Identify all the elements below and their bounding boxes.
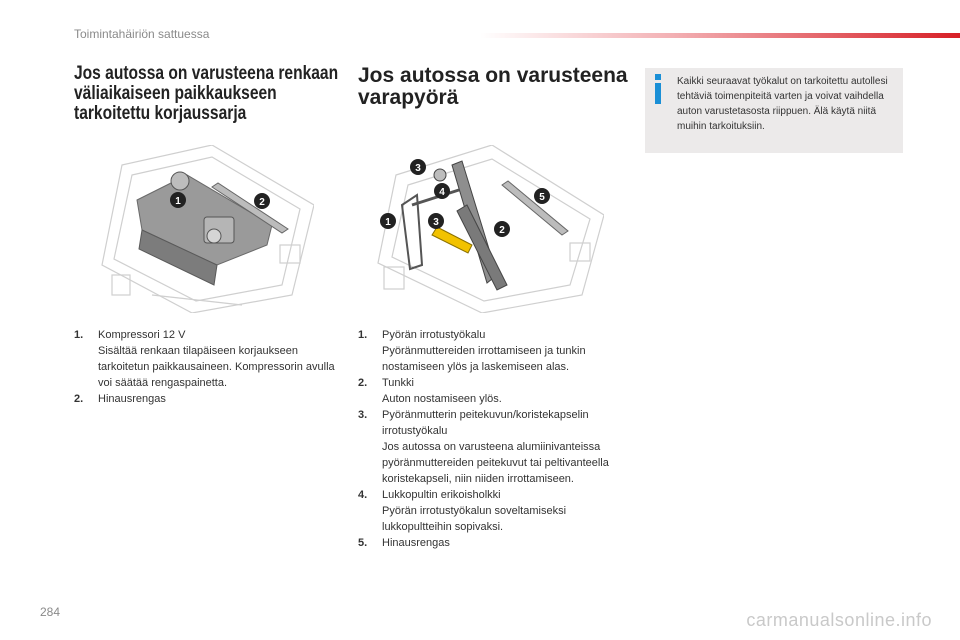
svg-text:2: 2	[259, 197, 265, 208]
header-accent-bar	[480, 33, 960, 38]
callout-1	[380, 213, 396, 229]
item-title: Lukkopultin erikoisholkki	[382, 489, 501, 501]
list-item	[358, 407, 628, 487]
callout-3-bottom	[428, 213, 444, 229]
item-title: Tunkki	[382, 377, 414, 389]
list-item	[358, 375, 628, 407]
repair-kit-list	[74, 327, 344, 407]
item-number: 2.	[74, 393, 84, 405]
callout-2	[494, 221, 510, 237]
item-number: 2.	[358, 377, 368, 389]
item-number: 4.	[358, 489, 368, 501]
item-title: Hinausrengas	[98, 393, 166, 405]
svg-text:3: 3	[433, 217, 439, 228]
callout-5	[534, 188, 550, 204]
item-number: 1.	[74, 329, 84, 341]
item-title: Pyörän irrotustyökalu	[382, 329, 486, 341]
list-item	[74, 391, 344, 407]
info-icon	[653, 74, 663, 104]
callout-3-top	[410, 159, 426, 175]
list-item	[358, 487, 628, 535]
callout-1	[170, 192, 186, 208]
page-number: 284	[40, 605, 61, 619]
item-description: Pyöränmuttereiden irrottamiseen ja tunkin nostamiseen ylös ja laskemiseen alas.	[382, 345, 586, 373]
svg-text:4: 4	[439, 187, 445, 198]
item-title: Hinausrengas	[382, 537, 450, 549]
repair-kit-illustration	[92, 145, 314, 313]
item-number: 3.	[358, 409, 368, 421]
item-description: Pyörän irrotustyökalun soveltamiseksi lukkopultteihin sopivaksi.	[382, 505, 567, 533]
section-title-repair-kit: Jos autossa on varusteena renkaan väliaikaiseen paikkaukseen tarkoitettu korjaussarja	[74, 63, 339, 124]
callout-4	[434, 183, 450, 199]
item-title: Kompressori 12 V	[98, 329, 186, 341]
item-title: Pyöränmutterin peitekuvun/koristekapselin irrotustyökalu	[382, 409, 589, 437]
callout-2	[254, 193, 270, 209]
list-item	[358, 327, 628, 375]
list-item	[358, 535, 628, 551]
spare-wheel-tools-illustration	[372, 145, 604, 313]
chapter-title: Toimintahäiriön sattuessa	[74, 27, 210, 41]
svg-text:1: 1	[385, 217, 391, 228]
item-description: Auton nostamiseen ylös.	[382, 393, 502, 405]
info-text: Kaikki seuraavat työkalut on tarkoitettu autollesi tehtäviä toimenpiteitä varten ja voivat vaihdella auton varustetasosta riippuen. Älä käytä niitä muihin tarkoituksiin.	[677, 76, 888, 132]
svg-text:3: 3	[415, 163, 421, 174]
list-item	[74, 327, 344, 391]
watermark: carmanualsonline.info	[746, 610, 932, 630]
svg-text:1: 1	[175, 196, 181, 207]
info-box	[645, 68, 903, 153]
svg-text:2: 2	[499, 225, 505, 236]
item-description: Sisältää renkaan tilapäiseen korjaukseen tarkoitetun paikkausaineen. Kompressorin avulla voi säätää rengaspainetta.	[98, 345, 335, 389]
svg-text:5: 5	[539, 192, 545, 203]
section-title-spare-wheel: Jos autossa on varusteena varapyörä	[358, 64, 628, 109]
item-description: Jos autossa on varusteena alumiinivanteissa pyöränmuttereiden peitekuvut tai peltivanteella koristekapseli, niin niiden irrottamiseen.	[382, 441, 609, 485]
item-number: 5.	[358, 537, 368, 549]
spare-wheel-list	[358, 327, 628, 551]
item-number: 1.	[358, 329, 368, 341]
